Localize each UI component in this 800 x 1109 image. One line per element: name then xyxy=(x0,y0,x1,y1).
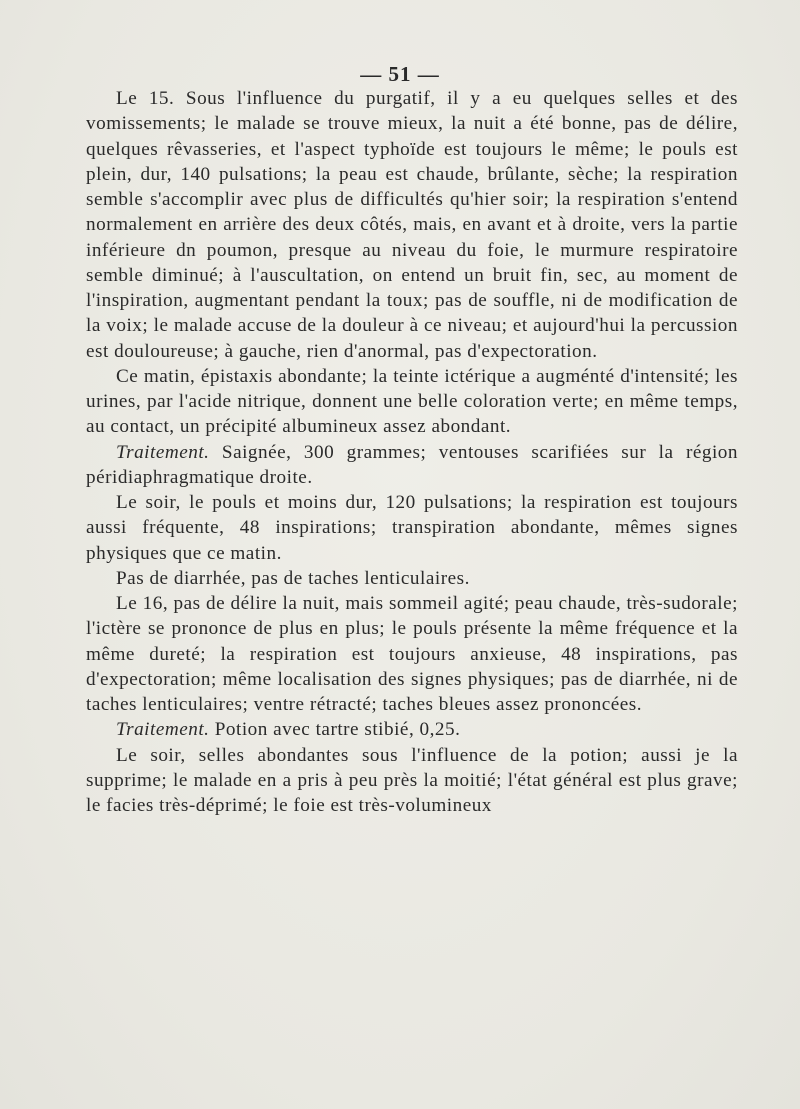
treatment-label: Traitement. xyxy=(116,719,210,741)
paragraph-day-16: Le 16, pas de délire la nuit, mais sommeil agité; peau chaude, très-sudorale; l'ictère se prononce de plus en plus; le pouls présente la même fréquence et la même dureté; la respiration est toujours anxieuse, 48 inspirations, pas d'expectoration; même localisation des signes physiques; pas de diarrhée, ni de taches lenticulaires; ventre rétracté; taches bleues assez prononcées. xyxy=(86,593,738,715)
page-number: — 51 — xyxy=(360,62,440,86)
paragraph-treatment-2 xyxy=(86,717,738,742)
paragraph-day-15: Le 15. Sous l'influence du purgatif, il y a eu quelques selles et des vomissements; le malade se trouve mieux, la nuit a été bonne, pas de délire, quelques rêvasseries, et l'aspect typhoïde est toujours le même; le pouls est plein, dur, 140 pulsations; la peau est chaude, brûlante, sèche; la respiration semble s'accomplir avec plus de difficultés qu'hier soir; la respiration s'entend normalement en arrière des deux côtés, mais, en avant et à droite, vers la partie inférieure dn poumon, presque au niveau du foie, le murmure respiratoire semble diminué; à l'auscultation, on entend un bruit fin, sec, au moment de l'inspiration, augmentant pendant la toux; pas de souffle, ni de modification de la voix; le malade accuse de la douleur à ce niveau; et aujourd'hui la percussion est douloureuse; à gauche, rien d'anormal, pas d'expectoration. xyxy=(86,88,738,362)
paragraph-evening-15: Le soir, le pouls et moins dur, 120 pulsations; la respiration est toujours aussi fréquente, 48 inspirations; transpiration abondante, mêmes signes physiques que ce matin. xyxy=(86,492,738,564)
treatment-text: Potion avec tartre stibié, 0,25. xyxy=(209,719,461,741)
body-text xyxy=(86,86,738,818)
treatment-label: Traitement. xyxy=(116,441,210,463)
paragraph-evening-16: Le soir, selles abondantes sous l'influence de la potion; aussi je la supprime; le malade en a pris à peu près la moitié; l'état général est plus grave; le facies très-déprimé; le foie est très-volumineux xyxy=(86,744,738,816)
treatment-text: Saignée, 300 grammes; ventouses scarifiées sur la région péridiaphragmatique droite. xyxy=(86,441,738,488)
paragraph-morning: Ce matin, épistaxis abondante; la teinte ictérique a augménté d'intensité; les urines, par l'acide nitrique, donnent une belle coloration verte; en même temps, au contact, un précipité albumineux assez abondant. xyxy=(86,365,738,438)
paragraph-no-diarrhea: Pas de diarrhée, pas de taches lenticulaires. xyxy=(116,567,470,589)
paragraph-treatment-1 xyxy=(86,440,738,491)
